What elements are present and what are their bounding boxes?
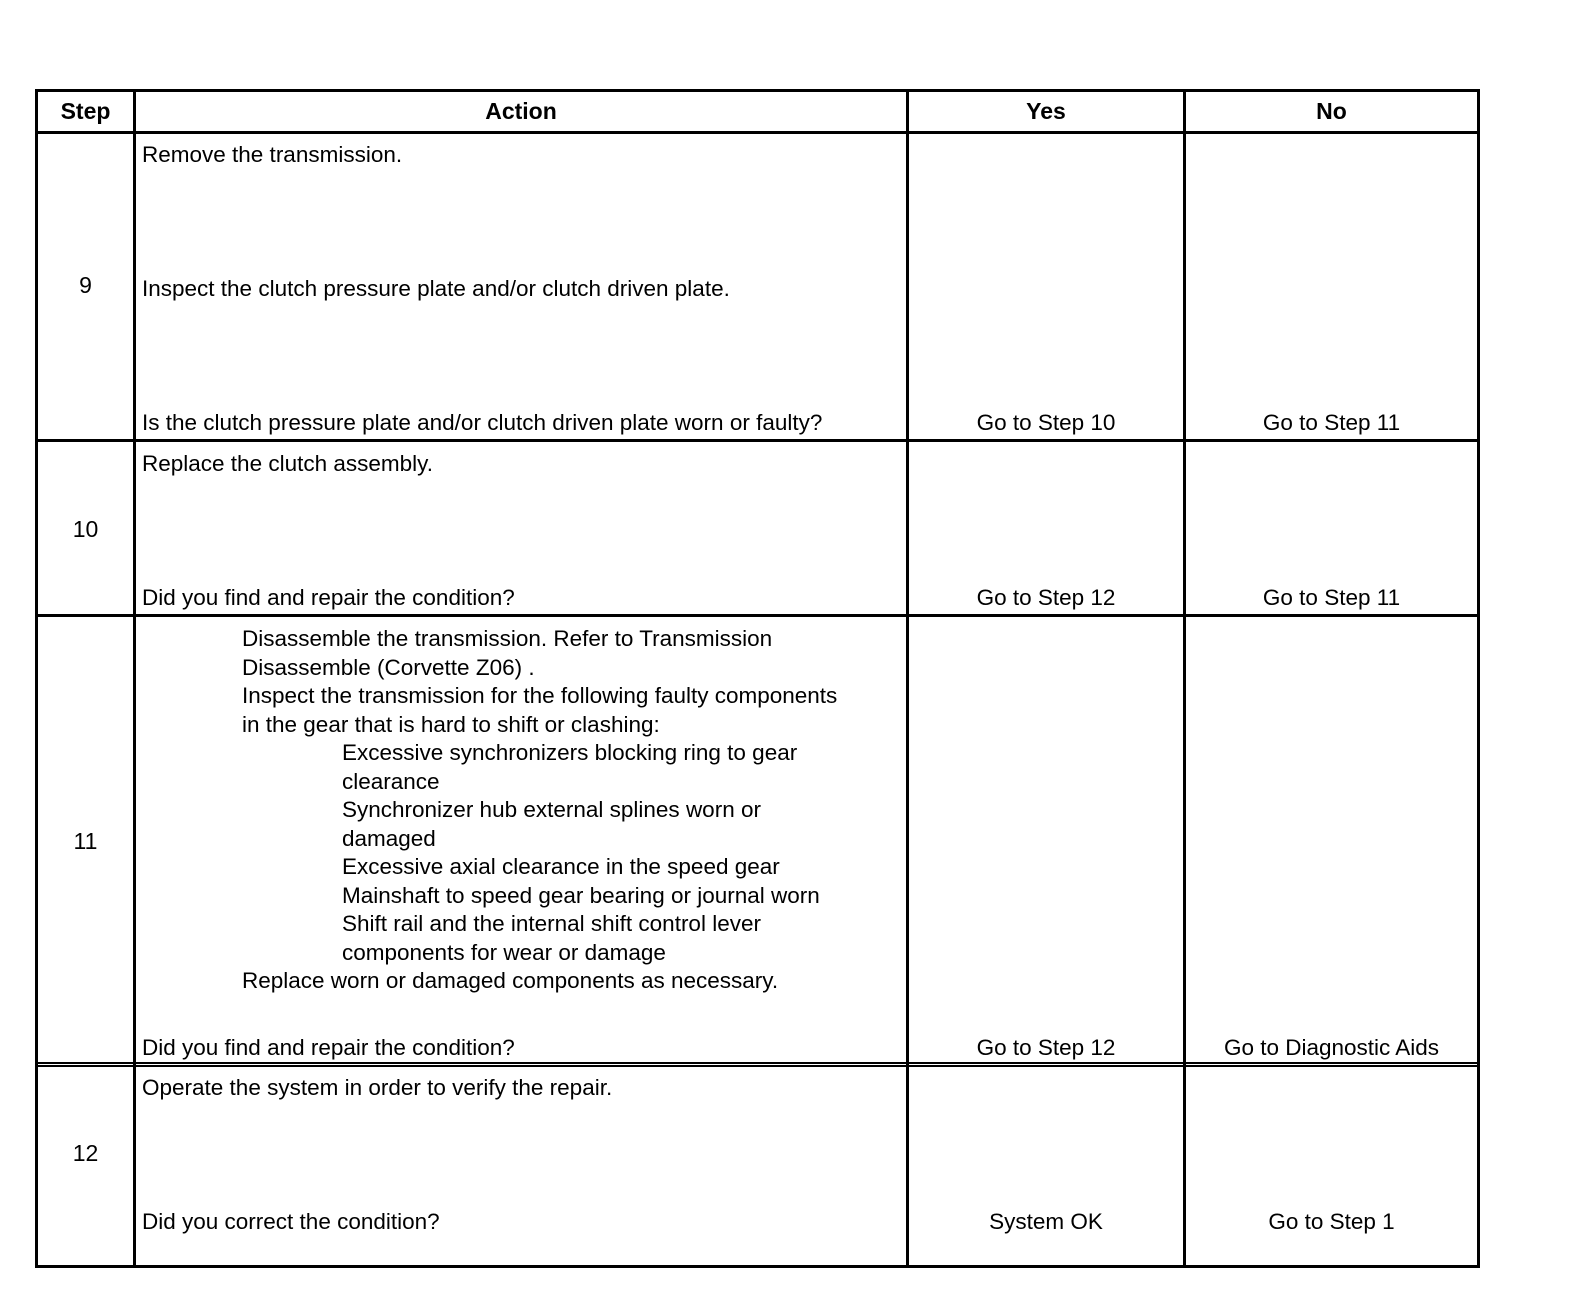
header-action: Action [485,98,557,124]
action-line: components for wear or damage [342,939,666,965]
action-line: Disassemble the transmission. Refer to Transmission [242,626,773,651]
action-text: Remove the transmission. [142,142,403,167]
action-text: Replace the clutch assembly. [142,451,433,476]
yes-result: System OK [989,1209,1103,1234]
action-line: Disassemble (Corvette Z06) . [242,654,535,680]
yes-result: Go to Step 12 [976,1035,1116,1060]
action-line: Inspect the transmission for the following faulty components [242,683,838,708]
action-line: Synchronizer hub external splines worn or [342,797,761,822]
header-step: Step [60,98,111,124]
step-number: 11 [73,828,98,854]
action-line: Shift rail and the internal shift control lever [342,911,761,936]
step-number: 9 [79,272,92,298]
action-line: in the gear that is hard to shift or clashing: [242,711,660,737]
no-result: Go to Step 1 [1268,1209,1395,1234]
question-text: Did you find and repair the condition? [142,585,515,610]
header-yes: Yes [1026,98,1066,124]
action-line: Excessive synchronizers blocking ring to gear [342,740,798,765]
no-result: Go to Diagnostic Aids [1223,1035,1440,1060]
no-result: Go to Step 11 [1262,410,1401,435]
yes-result: Go to Step 12 [976,585,1116,610]
diagnostic-table [35,89,1480,1268]
no-result: Go to Step 11 [1262,585,1401,610]
action-line: Replace worn or damaged components as necessary. [242,968,779,993]
row-divider [38,131,1477,134]
step-number: 10 [72,516,99,542]
row-divider [38,614,1477,617]
action-text: Inspect the clutch pressure plate and/or clutch driven plate. [142,276,730,301]
col-divider [906,92,909,1265]
row-divider [38,1062,1477,1067]
yes-result: Go to Step 10 [976,410,1116,435]
action-line: clearance [342,768,440,794]
action-line: damaged [342,825,436,851]
question-text: Did you correct the condition? [142,1209,440,1234]
action-line: Mainshaft to speed gear bearing or journal worn [342,882,820,908]
question-text: Did you find and repair the condition? [142,1035,515,1060]
action-line: Excessive axial clearance in the speed gear [342,854,780,879]
question-text: Is the clutch pressure plate and/or clutch driven plate worn or faulty? [142,410,823,435]
col-divider [133,92,136,1265]
action-text: Operate the system in order to verify the repair. [142,1075,613,1100]
step-number: 12 [72,1140,99,1166]
header-no: No [1316,98,1347,124]
row-divider [38,439,1477,442]
col-divider [1183,92,1186,1265]
